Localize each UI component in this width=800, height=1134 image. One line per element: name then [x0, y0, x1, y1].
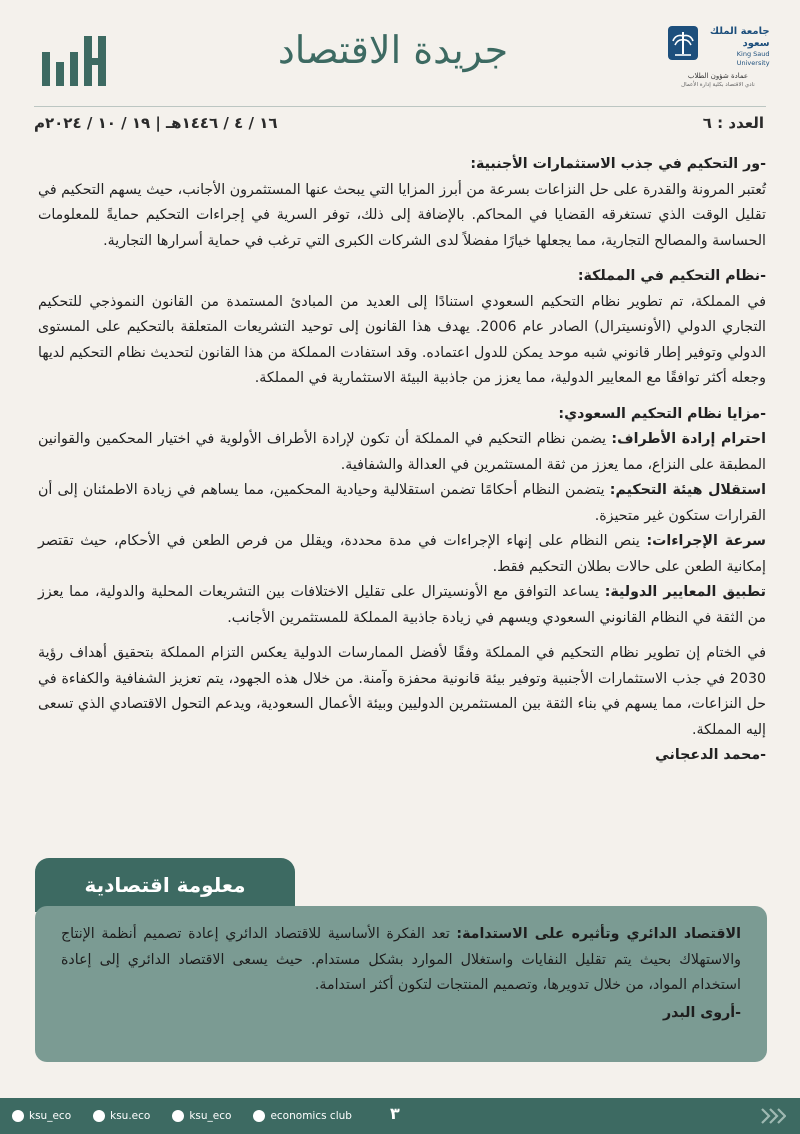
newspaper-mark-icon	[40, 34, 110, 88]
advantage-text: يضمن نظام التحكيم في المملكة أن تكون لإرادة الأطراف الأولوية في اختيار المحكمين والقوانين المطبقة على النزاع، مما يعزز من ثقة المستثمرين في العدالة والشفافية.	[38, 431, 766, 473]
info-author: -أروى البدر	[662, 1004, 741, 1021]
social-instagram[interactable]	[172, 1110, 231, 1122]
social-handle: ksu.eco	[110, 1110, 151, 1122]
issue-number: العدد : ٦	[702, 114, 764, 132]
advantage-item	[38, 427, 766, 478]
conclusion-paragraph: في الختام إن تطوير نظام التحكيم في المملكة وفقًا لأفضل الممارسات الدولية يعكس التزام المملكة بتحقيق أهداف رؤية 2030 في جذب الاستثمارات الأجنبية وتوفير بيئة قانونية محفزة وآمنة. من خلال هذه الجهود، يتم تعزيز الشفافية والكفاءة في حل النزاعات، مما يسهم في بناء الثقة بين المستثمرين الدوليين وبيئة الأعمال السعودية، ويدعم التحول الاقتصادي الذي تسعى إليه المملكة.	[38, 645, 766, 738]
advantage-text: يساعد التوافق مع الأونسيترال على تقليل الاختلافات بين التشريعات المحلية والدولية، مما يعزز من الثقة في النظام القانوني السعودي ويسهم في زيادة جاذبية المملكة للمستثمرين الأجانب.	[38, 584, 766, 626]
info-paragraph	[61, 922, 741, 999]
club-name: نادي الاقتصاد بكلية إدارة الأعمال	[681, 82, 755, 88]
page-footer	[0, 1098, 800, 1134]
advantage-term: احترام إرادة الأطراف:	[611, 431, 766, 447]
page-header	[0, 0, 800, 106]
university-name-en: King Saud University	[736, 50, 770, 67]
deanship-name: عمادة شؤون الطلاب	[687, 72, 749, 80]
social-linkedin[interactable]	[253, 1110, 351, 1122]
social-handle: ksu_eco	[29, 1110, 72, 1122]
section-paragraph-investment: تُعتبر المرونة والقدرة على حل النزاعات بسرعة من أبرز المزايا التي يبحث عنها المستثمرون الأجانب، حيث يسهم التحكيم في تقليل الوقت الذي تستغرقه القضايا في المحاكم. بالإضافة إلى ذلك، توفر السرية في إجراءات التحكيم حمايةً للمعلومات الحساسة والمصالح التجارية، مما يجعلها خيارًا مفضلاً لدى الشركات الكبرى التي ترغب في حماية أسرارها التجارية.	[38, 181, 766, 249]
social-threads[interactable]	[93, 1110, 150, 1122]
advantage-item	[38, 580, 766, 631]
advantage-term: تطبيق المعايير الدولية:	[604, 584, 766, 600]
header-divider	[34, 106, 766, 107]
advantage-term: سرعة الإجراءات:	[646, 533, 766, 549]
section-heading-advantages: -مزايا نظام التحكيم السعودي:	[558, 405, 766, 422]
chevrons-icon	[760, 1106, 786, 1126]
social-x[interactable]	[12, 1110, 71, 1122]
section-heading-investment: -ور التحكيم في جذب الاستثمارات الأجنبية:	[470, 156, 766, 172]
social-links	[12, 1098, 374, 1134]
advantage-term: استقلال هيئة التحكيم:	[609, 482, 766, 498]
info-term: الاقتصاد الدائري وتأثيره على الاستدامة:	[456, 926, 741, 942]
newspaper-title: جريدة الاقتصاد	[277, 28, 509, 72]
article-body	[38, 152, 766, 769]
x-icon	[12, 1110, 24, 1122]
university-names	[706, 24, 770, 68]
linkedin-icon	[253, 1110, 265, 1122]
social-handle: ksu_eco	[189, 1110, 232, 1122]
threads-icon	[93, 1110, 105, 1122]
advantage-text: ينص النظام على إنهاء الإجراءات في مدة محددة، ويقلل من فرص الطعن في الأحكام، حيث تقتصر إمكانية الطعن على حالات بطلان التحكيم فقط.	[38, 533, 766, 575]
instagram-icon	[172, 1110, 184, 1122]
issue-date: ١٦ / ٤ / ١٤٤٦هـ | ١٩ / ١٠ / ٢٠٢٤م	[34, 114, 278, 132]
section-heading-kingdom: -نظام التحكيم في المملكة:	[577, 268, 766, 284]
advantage-text: يتضمن النظام أحكامًا تضمن استقلالية وحيادية المحكمين، مما يساهم في زيادة الاطمئنان إلى أن القرارات ستكون غير متحيزة.	[38, 482, 766, 524]
university-logo	[666, 24, 770, 90]
info-text: تعد الفكرة الأساسية للاقتصاد الدائري إعادة تصميم أنظمة الإنتاج والاستهلاك بحيث يتم تقليل النفايات واستغلال الموارد بشكل مستدام. حيث يسعى الاقتصاد الدائري إلى إعادة استخدام المواد، من خلال تدويرها، وتصميم المنتجات لتكون أكثر استدامة.	[61, 926, 741, 993]
social-handle: economics club	[270, 1110, 352, 1122]
issue-meta	[34, 114, 764, 138]
advantage-item	[38, 529, 766, 580]
section-paragraph-kingdom: في المملكة، تم تطوير نظام التحكيم السعودي استنادًا إلى العديد من المبادئ المستمدة من القانون النموذجي للتحكيم التجاري الدولي (الأونسيترال) الصادر عام 2006. يهدف هذا القانون إلى توحيد التشريعات المتعلقة بالتحكيم على المستوى الدولي وتوفير إطار قانوني شبه موحد يمكن للدول اعتماده. وقد استفادت المملكة من هذا القانون لتحديث نظام التحكيم لديها وجعله أكثر توافقًا مع المعايير الدولية، مما يعزز من جاذبية البيئة الاستثمارية في المملكة.	[38, 293, 766, 386]
palm-emblem-icon	[666, 24, 700, 62]
advantage-item	[38, 478, 766, 529]
university-name-ar: جامعة الملك سعود	[709, 26, 770, 49]
article-author: -محمد الدعجاني	[655, 747, 766, 763]
economic-info-box	[35, 906, 767, 1062]
page-number: ٣	[390, 1104, 400, 1123]
info-box-title: معلومة اقتصادية	[35, 858, 295, 912]
